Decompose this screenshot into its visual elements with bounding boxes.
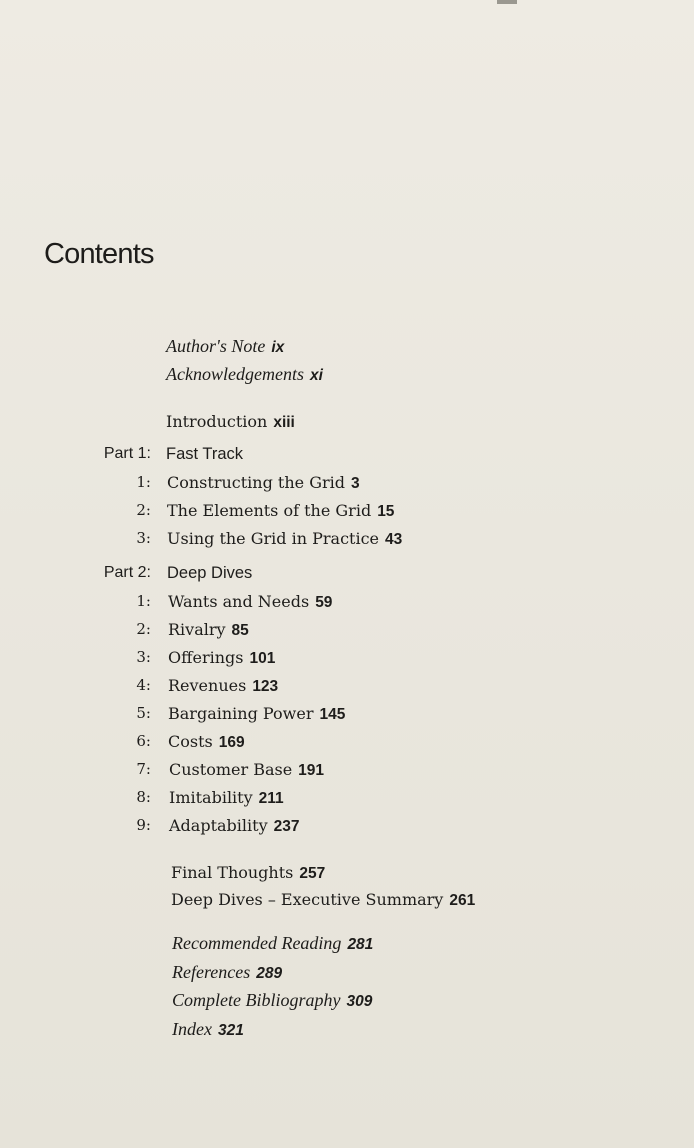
entry-label: Wants and Needs <box>168 592 310 611</box>
toc-entry-executive-summary <box>0 890 694 914</box>
entry-label: Costs <box>168 732 213 751</box>
toc-entry-authors-note <box>0 336 694 360</box>
entry-label: Final Thoughts <box>171 863 294 882</box>
toc-chapter-2 <box>0 501 694 525</box>
chapter-number: 2: <box>136 620 151 638</box>
entry-label: Deep Dives – Executive Summary <box>171 890 444 909</box>
entry-page: 191 <box>298 762 325 779</box>
entry-page: 59 <box>315 594 333 611</box>
entry-label: The Elements of the Grid <box>167 501 372 520</box>
toc-part-2 <box>0 564 694 588</box>
entry-page: 261 <box>449 892 476 909</box>
entry-page: 237 <box>273 818 300 835</box>
entry-page: 85 <box>231 622 249 639</box>
toc-entry-index <box>0 1019 694 1043</box>
chapter-number: 4: <box>136 676 151 694</box>
toc-deep-dive-7 <box>0 760 694 784</box>
entry-page: 101 <box>249 650 276 667</box>
chapter-number: 3: <box>136 648 151 666</box>
toc-deep-dive-6 <box>0 732 694 756</box>
part-marker: Part 1: <box>103 445 151 462</box>
top-edge-mark <box>497 0 517 4</box>
toc-entry-bibliography <box>0 990 694 1014</box>
toc-deep-dive-4 <box>0 676 694 700</box>
chapter-number: 6: <box>136 732 151 750</box>
entry-page: 211 <box>258 790 284 807</box>
entry-page: 15 <box>377 503 395 520</box>
entry-label: Using the Grid in Practice <box>167 529 380 548</box>
toc-entry-references <box>0 962 694 986</box>
chapter-number: 3: <box>136 529 151 547</box>
chapter-number: 8: <box>136 788 151 806</box>
entry-page: 309 <box>346 993 373 1010</box>
entry-label: Index <box>172 1019 212 1039</box>
part-marker: Part 2: <box>103 564 151 581</box>
entry-page: 145 <box>319 706 346 723</box>
entry-page: xi <box>309 367 323 384</box>
entry-label: Imitability <box>169 788 253 807</box>
toc-deep-dive-3 <box>0 648 694 672</box>
toc-deep-dive-9 <box>0 816 694 840</box>
entry-label: Revenues <box>168 676 247 695</box>
entry-label: Acknowledgements <box>166 364 304 384</box>
entry-page: 3 <box>351 475 360 492</box>
chapter-number: 2: <box>136 501 151 519</box>
toc-deep-dive-8 <box>0 788 694 812</box>
toc-entry-introduction <box>0 412 694 436</box>
chapter-number: 5: <box>136 704 151 722</box>
toc-deep-dive-5 <box>0 704 694 728</box>
entry-label: Bargaining Power <box>168 704 314 723</box>
entry-label: Adaptability <box>169 816 268 835</box>
toc-entry-final-thoughts <box>0 863 694 887</box>
toc-deep-dive-2 <box>0 620 694 644</box>
entry-label: Customer Base <box>169 760 293 779</box>
entry-page: xiii <box>273 414 295 431</box>
entry-label: References <box>172 962 251 982</box>
entry-page: 289 <box>256 965 283 982</box>
chapter-number: 9: <box>136 816 151 834</box>
toc-chapter-1 <box>0 473 694 497</box>
toc-entry-acknowledgements <box>0 364 694 388</box>
entry-page: 43 <box>385 531 403 548</box>
toc-part-1 <box>0 445 694 469</box>
entry-page: 169 <box>218 734 245 751</box>
entry-page: 281 <box>347 936 374 953</box>
chapter-number: 1: <box>136 473 151 491</box>
entry-label: Constructing the Grid <box>167 473 345 492</box>
entry-page: ix <box>271 339 285 356</box>
entry-label: Rivalry <box>168 620 226 639</box>
chapter-number: 7: <box>136 760 151 778</box>
chapter-number: 1: <box>136 592 151 610</box>
entry-label: Offerings <box>168 648 244 667</box>
entry-label: Author's Note <box>166 336 266 356</box>
entry-page: 321 <box>217 1022 244 1039</box>
page-title: Contents <box>44 238 154 270</box>
part-label: Deep Dives <box>167 564 253 582</box>
entry-label: Complete Bibliography <box>172 990 341 1010</box>
part-label: Fast Track <box>166 445 244 463</box>
toc-chapter-3 <box>0 529 694 553</box>
entry-label: Introduction <box>166 412 268 431</box>
entry-page: 257 <box>299 865 326 882</box>
toc-deep-dive-1 <box>0 592 694 616</box>
entry-label: Recommended Reading <box>172 933 342 953</box>
toc-entry-recommended-reading <box>0 933 694 957</box>
entry-page: 123 <box>252 678 279 695</box>
